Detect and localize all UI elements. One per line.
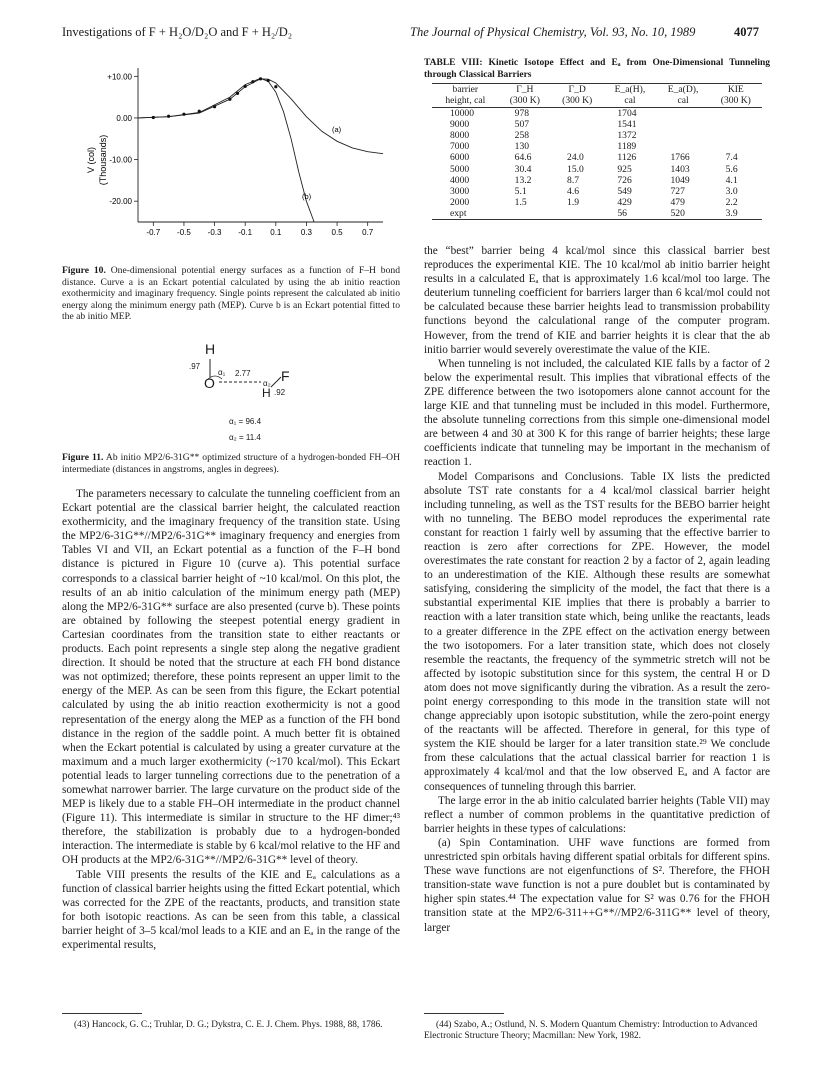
table-cell: 1.5 — [514, 197, 527, 209]
table-cell: 15.0 — [567, 163, 584, 175]
x-tick-label: 0.3 — [300, 228, 312, 237]
y-tick-label: +10.00 — [107, 72, 132, 82]
table-cell: 429 — [617, 197, 632, 209]
table-cell: 479 — [670, 197, 685, 209]
table-cell: 1704 — [617, 107, 637, 119]
x-tick-label: -0.3 — [207, 228, 222, 237]
table-cell: 4.6 — [567, 185, 580, 197]
x-ticks — [146, 222, 373, 237]
col-header: barrier — [452, 84, 479, 96]
figure-10-caption-text: One-dimensional potential energy surfaces as a function of F–H bond distance. Curve a is an Eckart potential calculated by using the ab initio reaction exothermicity and imaginary frequency. Single points represent the calculated ab initio energy along the minimum energy path (MEP). Curve b is an Eckart potential fitted to the ab initio MEP. — [62, 265, 400, 323]
table-cell: 1.9 — [567, 197, 580, 209]
table-cell: 24.0 — [567, 152, 584, 164]
table-cell: 3000 — [450, 185, 470, 197]
table-8 — [424, 58, 770, 220]
table-cell: 549 — [617, 185, 632, 197]
table-cell: 30.4 — [514, 163, 532, 175]
table-cell: 1126 — [617, 152, 637, 164]
y-ticks — [107, 72, 138, 206]
table-cell — [710, 130, 762, 141]
mep-point — [259, 77, 262, 80]
right-column-body — [424, 244, 770, 935]
table-cell — [657, 119, 710, 130]
y-tick-label: -20.00 — [109, 197, 132, 207]
page-number: 4077 — [734, 25, 759, 39]
table-cell: 978 — [514, 107, 530, 119]
atom-o: O — [204, 375, 215, 391]
atom-f: F — [281, 368, 290, 384]
x-tick-label: -0.7 — [146, 228, 161, 237]
figure-10-caption-label: Figure 10. — [62, 265, 106, 276]
figure-11-caption — [62, 452, 400, 475]
col-header: (300 K) — [562, 95, 593, 107]
alpha2-value: α₂ = 11.4 — [229, 433, 261, 442]
table-row — [432, 164, 762, 175]
table-cell: 5.6 — [725, 163, 738, 175]
table-cell: 1541 — [617, 118, 637, 130]
table-cell — [710, 119, 762, 130]
table-cell: 4000 — [450, 174, 470, 186]
table-cell: 726 — [617, 174, 632, 186]
col-header: Γ_D — [568, 84, 586, 96]
table-cell: 4.1 — [725, 174, 738, 186]
table-cell: 130 — [514, 141, 530, 153]
table-cell — [657, 107, 710, 119]
table-cell — [551, 208, 603, 219]
x-tick-label: -0.5 — [177, 228, 191, 237]
table-cell — [710, 107, 762, 119]
table-8-body — [432, 107, 762, 219]
table-cell: 727 — [670, 185, 685, 197]
col-header: E_a(H), — [614, 84, 646, 96]
table-cell: 1403 — [670, 163, 690, 175]
table-row — [432, 141, 762, 152]
figure-11-caption-label: Figure 11. — [62, 452, 104, 463]
table-row — [432, 208, 762, 219]
figure-11-structure — [189, 337, 315, 452]
footnote-43: (43) Hancock, G. C.; Truhlar, D. G.; Dykstra, C. E. J. Chem. Phys. 1988, 88, 1786. — [74, 1020, 383, 1030]
mep-point — [251, 80, 254, 83]
mep-point — [236, 92, 239, 95]
body-paragraph: When tunneling is not included, the calculated KIE falls by a factor of 2 below the experimental result. This implies that vibrational effects of the ZPE difference between the two isotopomers alone cannot account for the large KIE and that tunneling must be included in this model. Furthermore, the absolute tunneling corrections from this simple one-dimensional model are between 4 and 30 at 300 K for this range of barrier heights; these large coefficients indicate that tunneling may be important in the mechanism of reaction 1. — [424, 357, 770, 469]
x-tick-label: 0.1 — [270, 228, 282, 237]
mep-point — [182, 113, 185, 116]
table-row — [432, 197, 762, 208]
mep-point — [244, 85, 247, 88]
table-cell: 2.2 — [725, 197, 738, 209]
table-cell — [551, 141, 603, 152]
table-cell: 5000 — [450, 163, 470, 175]
table-cell: 64.6 — [514, 152, 532, 164]
col-header: KIE — [727, 84, 744, 96]
table-row — [432, 119, 762, 130]
table-cell: 1372 — [617, 130, 637, 142]
mep-point — [198, 110, 201, 113]
mep-point — [267, 79, 270, 82]
table-cell — [551, 107, 603, 119]
table-cell: 13.2 — [514, 174, 532, 186]
table-cell — [551, 130, 603, 141]
table-row — [432, 152, 762, 163]
col-header: (300 K) — [720, 95, 751, 107]
y-tick-label: -10.00 — [109, 155, 132, 165]
x-tick-label: 0.7 — [362, 228, 374, 237]
table-cell: 10000 — [450, 107, 474, 119]
table-cell — [657, 141, 710, 152]
figure-10-chart — [62, 62, 402, 272]
table-cell — [710, 141, 762, 152]
table-header-row-1 — [432, 84, 762, 95]
atom-h-top: H — [205, 341, 216, 357]
angle-alpha2-label: α₂ — [263, 379, 271, 388]
table-cell — [499, 208, 551, 219]
table-cell: 6000 — [450, 152, 470, 164]
mep-point — [228, 98, 231, 101]
footnote-rule-left — [62, 1013, 142, 1014]
table-cell: 7000 — [450, 141, 470, 153]
plot-curves — [138, 77, 383, 222]
angle-alpha1-label: α₁ — [218, 368, 226, 377]
mep-point — [274, 85, 277, 88]
table-cell: 1189 — [617, 141, 637, 153]
alpha1-value: α₁ = 96.4 — [229, 417, 262, 426]
table-cell: 9000 — [450, 118, 470, 130]
table-header-row-2 — [432, 95, 762, 107]
body-paragraph: the “best” barrier being 4 kcal/mol since this classical barrier best reproduces the experimental KIE. The 10 kcal/mol ab initio barrier height results in a calculated Eₐ that is approximately 1.6 kcal/mol too large. The deuterium tunneling coefficient for barriers larger than 6 kcal/mol could not be calculated because these barrier heights lead to transmission probability functions beyond the calculational range of the computer program. However, from the trend of KIE and barrier heights it is clear that the ab initio barrier would severely overestimate the value of the KIE. — [424, 245, 770, 356]
mep-point — [213, 105, 216, 108]
table-cell: 2000 — [450, 197, 470, 209]
col-header: E_a(D), — [667, 84, 699, 96]
table-cell: 56 — [617, 208, 627, 220]
y-axis-label: V (col) — [86, 146, 96, 174]
table-cell: 7.4 — [725, 152, 738, 164]
footnote-rule-right — [424, 1013, 504, 1014]
atom-h-f: H — [262, 386, 271, 400]
col-header: (300 K) — [509, 95, 540, 107]
curve-b-label: (b) — [302, 192, 312, 201]
curve-a-label: (a) — [332, 125, 342, 134]
mep-point — [152, 116, 155, 119]
table-row — [432, 186, 762, 197]
table-cell: 258 — [514, 130, 530, 142]
table-cell — [657, 130, 710, 141]
journal-citation: The Journal of Physical Chemistry, Vol. 93, No. 10, 1989 — [410, 25, 696, 39]
x-tick-label: 0.5 — [331, 228, 343, 237]
y-axis-units: (Thousands) — [98, 134, 108, 186]
table-8-grid — [432, 84, 762, 219]
figure-10-caption — [62, 265, 400, 323]
table-cell: 1766 — [670, 152, 690, 164]
col-header: cal — [624, 95, 636, 107]
table-row — [432, 107, 762, 119]
col-header: cal — [677, 95, 689, 107]
bond-length-hf: .92 — [274, 388, 286, 397]
table-cell: 3.9 — [725, 208, 738, 220]
table-cell: 925 — [617, 163, 632, 175]
running-head-left: Investigations of F + H₂O/D₂O and F + H₂/D₂ — [62, 25, 293, 39]
table-cell — [551, 119, 603, 130]
body-paragraph: Model Comparisons and Conclusions. Table IX lists the predicted absolute TST rate constants for a 4 kcal/mol classical barrier height including tunneling, as well as the TST results for the BEBO barrier height with no tunneling. The BEBO model reproduces the experimental rate constant for reaction 1 fairly well by assuming that the effective barrier to reaction is zero after corrections for ZPE. However, the model overestimates the rate constant for reaction 2 by a factor of 2, again leading to an underestimation of the KIE. Although these results are somewhat satisfying, considering the simplicity of the model, the fact that there is a substantial experimental KIE implies that there is probably a barrier to reaction with a later transition state which, being unlike the reactants, leads to a greater difference in the ZPE effect on the activation energy between the two isotopomers. For a later transition state, which does not closely resemble the reactants, the frequency of the symmetric stretch will not be affected by isotopic substitution since for this system, the central H or D atom does not move significantly during the vibration. As a result the zero-point energy corresponding to this mode in the transition state will not change appreciably upon isotopic substitution, while the zero-point energy of the reactants will be affected. Therefore in general, for this type of system the KIE should be larger for a later transition state.²⁹ We conclude from these calculations that the actual classical barrier for reaction 1 is approximately 4 kcal/mol and that the low observed Eₐ and A factor are consequences of tunneling through this barrier. — [424, 470, 770, 793]
table-cell: 507 — [514, 118, 530, 130]
curve-b-line — [138, 78, 314, 222]
table-cell: 1049 — [670, 174, 690, 186]
mep-point — [167, 115, 170, 118]
figure-11-caption-text: Ab initio MP2/6-31G** optimized structure of a hydrogen-bonded FH–OH intermediate (distances in angstroms, angles in degrees). — [62, 452, 400, 475]
table-8-title: TABLE VIII: Kinetic Isotope Effect and Eₐ from One-Dimensional Tunneling through Classical Barriers — [424, 58, 770, 80]
table-cell: 5.1 — [514, 185, 527, 197]
col-header: Γ_H — [516, 84, 534, 96]
table-cell: 8.7 — [567, 174, 580, 186]
table-row — [432, 175, 762, 186]
table-cell: expt — [450, 208, 467, 220]
left-column-body — [62, 487, 400, 952]
body-paragraph: The large error in the ab initio calculated barrier heights (Table VII) may reflect a number of common problems in the quantitative prediction of barrier heights in these types of calculations: — [424, 794, 770, 835]
body-paragraph: The parameters necessary to calculate the tunneling coefficient from an Eckart potential are the classical barrier height, the calculated reaction exothermicity, and the imaginary frequency of the transition state. Using the MP2/6-31G**//MP2/6-31G** imaginary frequency and energies from Tables VI and VII, an Eckart potential as a function of the F–H bond distance is pictured in Figure 10 (curve a). This potential surface corresponds to a classical barrier height of ~10 kcal/mol. On this plot, the results of an ab initio calculation of the minimum energy path (MEP) along the MP2/6-31G** surface are also presented (curve b). These points are obtained by following the steepest potential energy gradient in Cartesian coordinates from the transition state to either reactants or products. Each point represents a single step along the negative gradient direction. It should be noted that the structure at each FH bond distance was not optimized; therefore, these points represent an upper limit to the energy of the MEP. As can be seen from this figure, the Eckart potential calculated by using the ab initio reaction exothermicity is not a good representation of the energy along the MEP as a function of the FH bond distance in the region of the saddle point. A much better fit is obtained when the Eckart potential is calculated by using a greater curvature at the maximum and a much larger exothermicity (~170 kcal/mol). This Eckart potential leads to larger tunneling corrections due to the penetration of a somewhat narrower barrier. The large curvature on the product side of the MEP is likely due to a stable FH–OH intermediate in the product channel (Figure 11). This intermediate is similar in structure to the HF dimer;⁴³ therefore, the stabilization is probably due to a hydrogen-bonded interaction. The intermediate is stable by 6 kcal/mol relative to the HF and OH products at the MP2/6-31G**//MP2/6-31G** level of theory. — [62, 488, 400, 867]
bond-length-oh: .97 — [189, 362, 201, 371]
table-row — [432, 130, 762, 141]
footnote-44: (44) Szabo, A.; Ostlund, N. S. Modern Quantum Chemistry: Introduction to Advanced Electronic Structure Theory; Macmillan: New York, 1982. — [424, 1020, 758, 1042]
x-tick-label: -0.1 — [238, 228, 253, 237]
col-header: height, cal — [445, 95, 486, 107]
body-paragraph: (a) Spin Contamination. UHF wave functions are formed from unrestricted spin orbitals having different spatial orbitals for different spins. These wave functions are not eigenfunctions of S². Therefore, the FHOH transition-state wave function is not a pure doublet but is contaminated by higher spin states.⁴⁴ The expectation value for S² was 0.76 for the FHOH transition state at the MP2/6-311++G**//MP2/6-311G** level of theory, larger — [424, 836, 770, 934]
distance-o-h: 2.77 — [235, 369, 251, 378]
y-tick-label: 0.00 — [116, 113, 132, 123]
table-cell: 520 — [670, 208, 685, 220]
table-cell: 8000 — [450, 130, 470, 142]
table-cell: 3.0 — [725, 185, 738, 197]
body-paragraph: Table VIII presents the results of the KIE and Eₐ calculations as a function of classical barrier heights using the fitted Eckart potential, which was corrected for the ZPE of the reactants, products, and transition state for both isotopic reactions. As can be seen from this table, a classical barrier height of 3–5 kcal/mol leads to a KIE and an Eₐ in the range of the experimental results, — [62, 868, 400, 951]
